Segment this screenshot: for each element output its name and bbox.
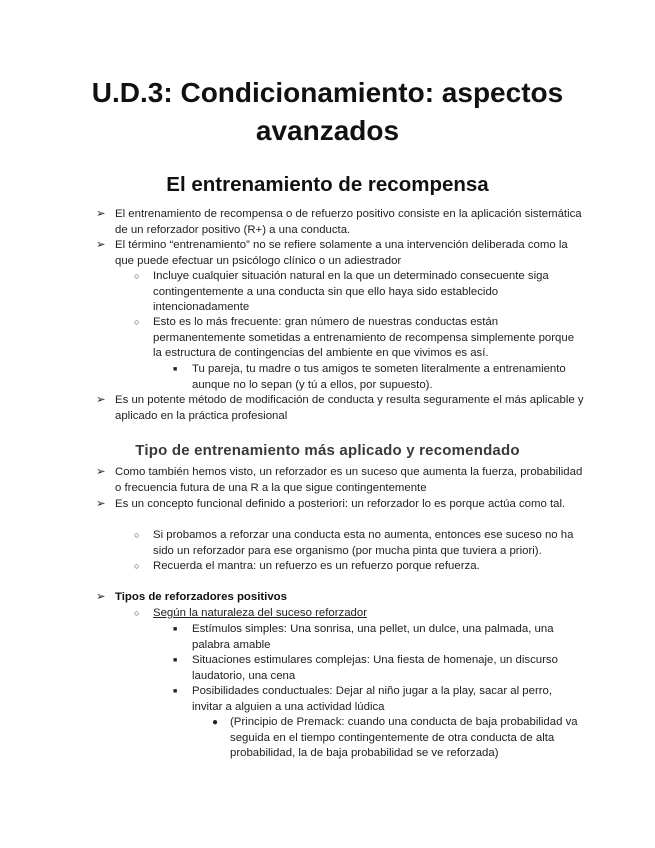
- list-item: (Principio de Premack: cuando una conducta de baja probabilidad va seguida en el tiempo contingentemente de otra conducta de alta probabilidad, la de baja probabilidad se ve reforzada): [230, 716, 578, 759]
- bullet-square-icon: ■: [173, 626, 178, 633]
- list-item: Es un concepto funcional definido a posteriori: un reforzador lo es porque actúa como tal.: [115, 498, 566, 510]
- list-item: Es un potente método de modificación de conducta y resulta seguramente el más aplicable y aplicado en la práctica profesional: [115, 394, 584, 422]
- bullet-arrow-icon: ➢: [96, 591, 106, 603]
- bullet-circle-icon: ○: [134, 608, 140, 618]
- bullet-square-icon: ■: [173, 366, 178, 373]
- bullet-arrow-icon: ➢: [96, 208, 106, 220]
- bullet-square-icon: ■: [173, 657, 178, 664]
- bullet-dot-icon: ●: [212, 717, 219, 728]
- list-item-heading: Tipos de reforzadores positivos: [115, 591, 287, 603]
- list-item: Como también hemos visto, un reforzador es un suceso que aumenta la fuerza, probabilidad o frecuencia futura de una R a la que sigue contingentemente: [115, 466, 583, 494]
- list-item: Si probamos a reforzar una conducta esta no aumenta, entonces ese suceso no ha sido un reforzador para ese organismo (por mucha pinta que tuviera a priori).: [153, 529, 574, 557]
- bullet-arrow-icon: ➢: [96, 239, 106, 251]
- bullet-arrow-icon: ➢: [96, 466, 106, 478]
- list-item: Situaciones estimulares complejas: Una fiesta de homenaje, un discurso laudatorio, una cena: [192, 654, 558, 682]
- bullet-arrow-icon: ➢: [96, 394, 106, 406]
- bullet-circle-icon: ○: [134, 561, 140, 571]
- list-item: Posibilidades conductuales: Dejar al niño jugar a la play, sacar al perro, invitar a alguien a una actividad lúdica: [192, 685, 553, 713]
- list-item: Esto es lo más frecuente: gran número de nuestras conductas están permanentemente sometidas a entrenamiento de recompensa simplemente porque la estructura de contingencias del ambiente en que vivimos es así.: [153, 316, 575, 359]
- list-item: Según la naturaleza del suceso reforzador: [153, 607, 368, 619]
- document-title: U.D.3: Condicionamiento: aspectos avanzados: [91, 77, 564, 146]
- list-item: Recuerda el mantra: un refuerzo es un refuerzo porque refuerza.: [153, 560, 480, 572]
- section-heading-recompensa: El entrenamiento de recompensa: [166, 173, 489, 196]
- list-item: Tu pareja, tu madre o tus amigos te someten literalmente a entrenamiento aunque no lo sepan (y tú a ellos, por supuesto).: [192, 363, 566, 391]
- list-item: El entrenamiento de recompensa o de refuerzo positivo consiste en la aplicación sistemática de un reforzador positivo (R+) a una conducta.: [115, 208, 582, 236]
- section-heading-tipo: Tipo de entrenamiento más aplicado y recomendado: [135, 442, 520, 459]
- bullet-circle-icon: ○: [134, 271, 140, 281]
- list-item: Incluye cualquier situación natural en la que un determinado consecuente siga contingentemente a una conducta sin que ello haya sido establecido intencionadamente: [153, 270, 549, 313]
- bullet-circle-icon: ○: [134, 530, 140, 540]
- list-item: El término “entrenamiento” no se refiere solamente a una intervención deliberada como la que puede efectuar un psicólogo clínico o un adiestrador: [115, 239, 568, 267]
- bullet-square-icon: ■: [173, 688, 178, 695]
- bullet-arrow-icon: ➢: [96, 498, 106, 510]
- bullet-circle-icon: ○: [134, 317, 140, 327]
- list-item: Estímulos simples: Una sonrisa, una pellet, un dulce, una palmada, una palabra amable: [192, 623, 554, 651]
